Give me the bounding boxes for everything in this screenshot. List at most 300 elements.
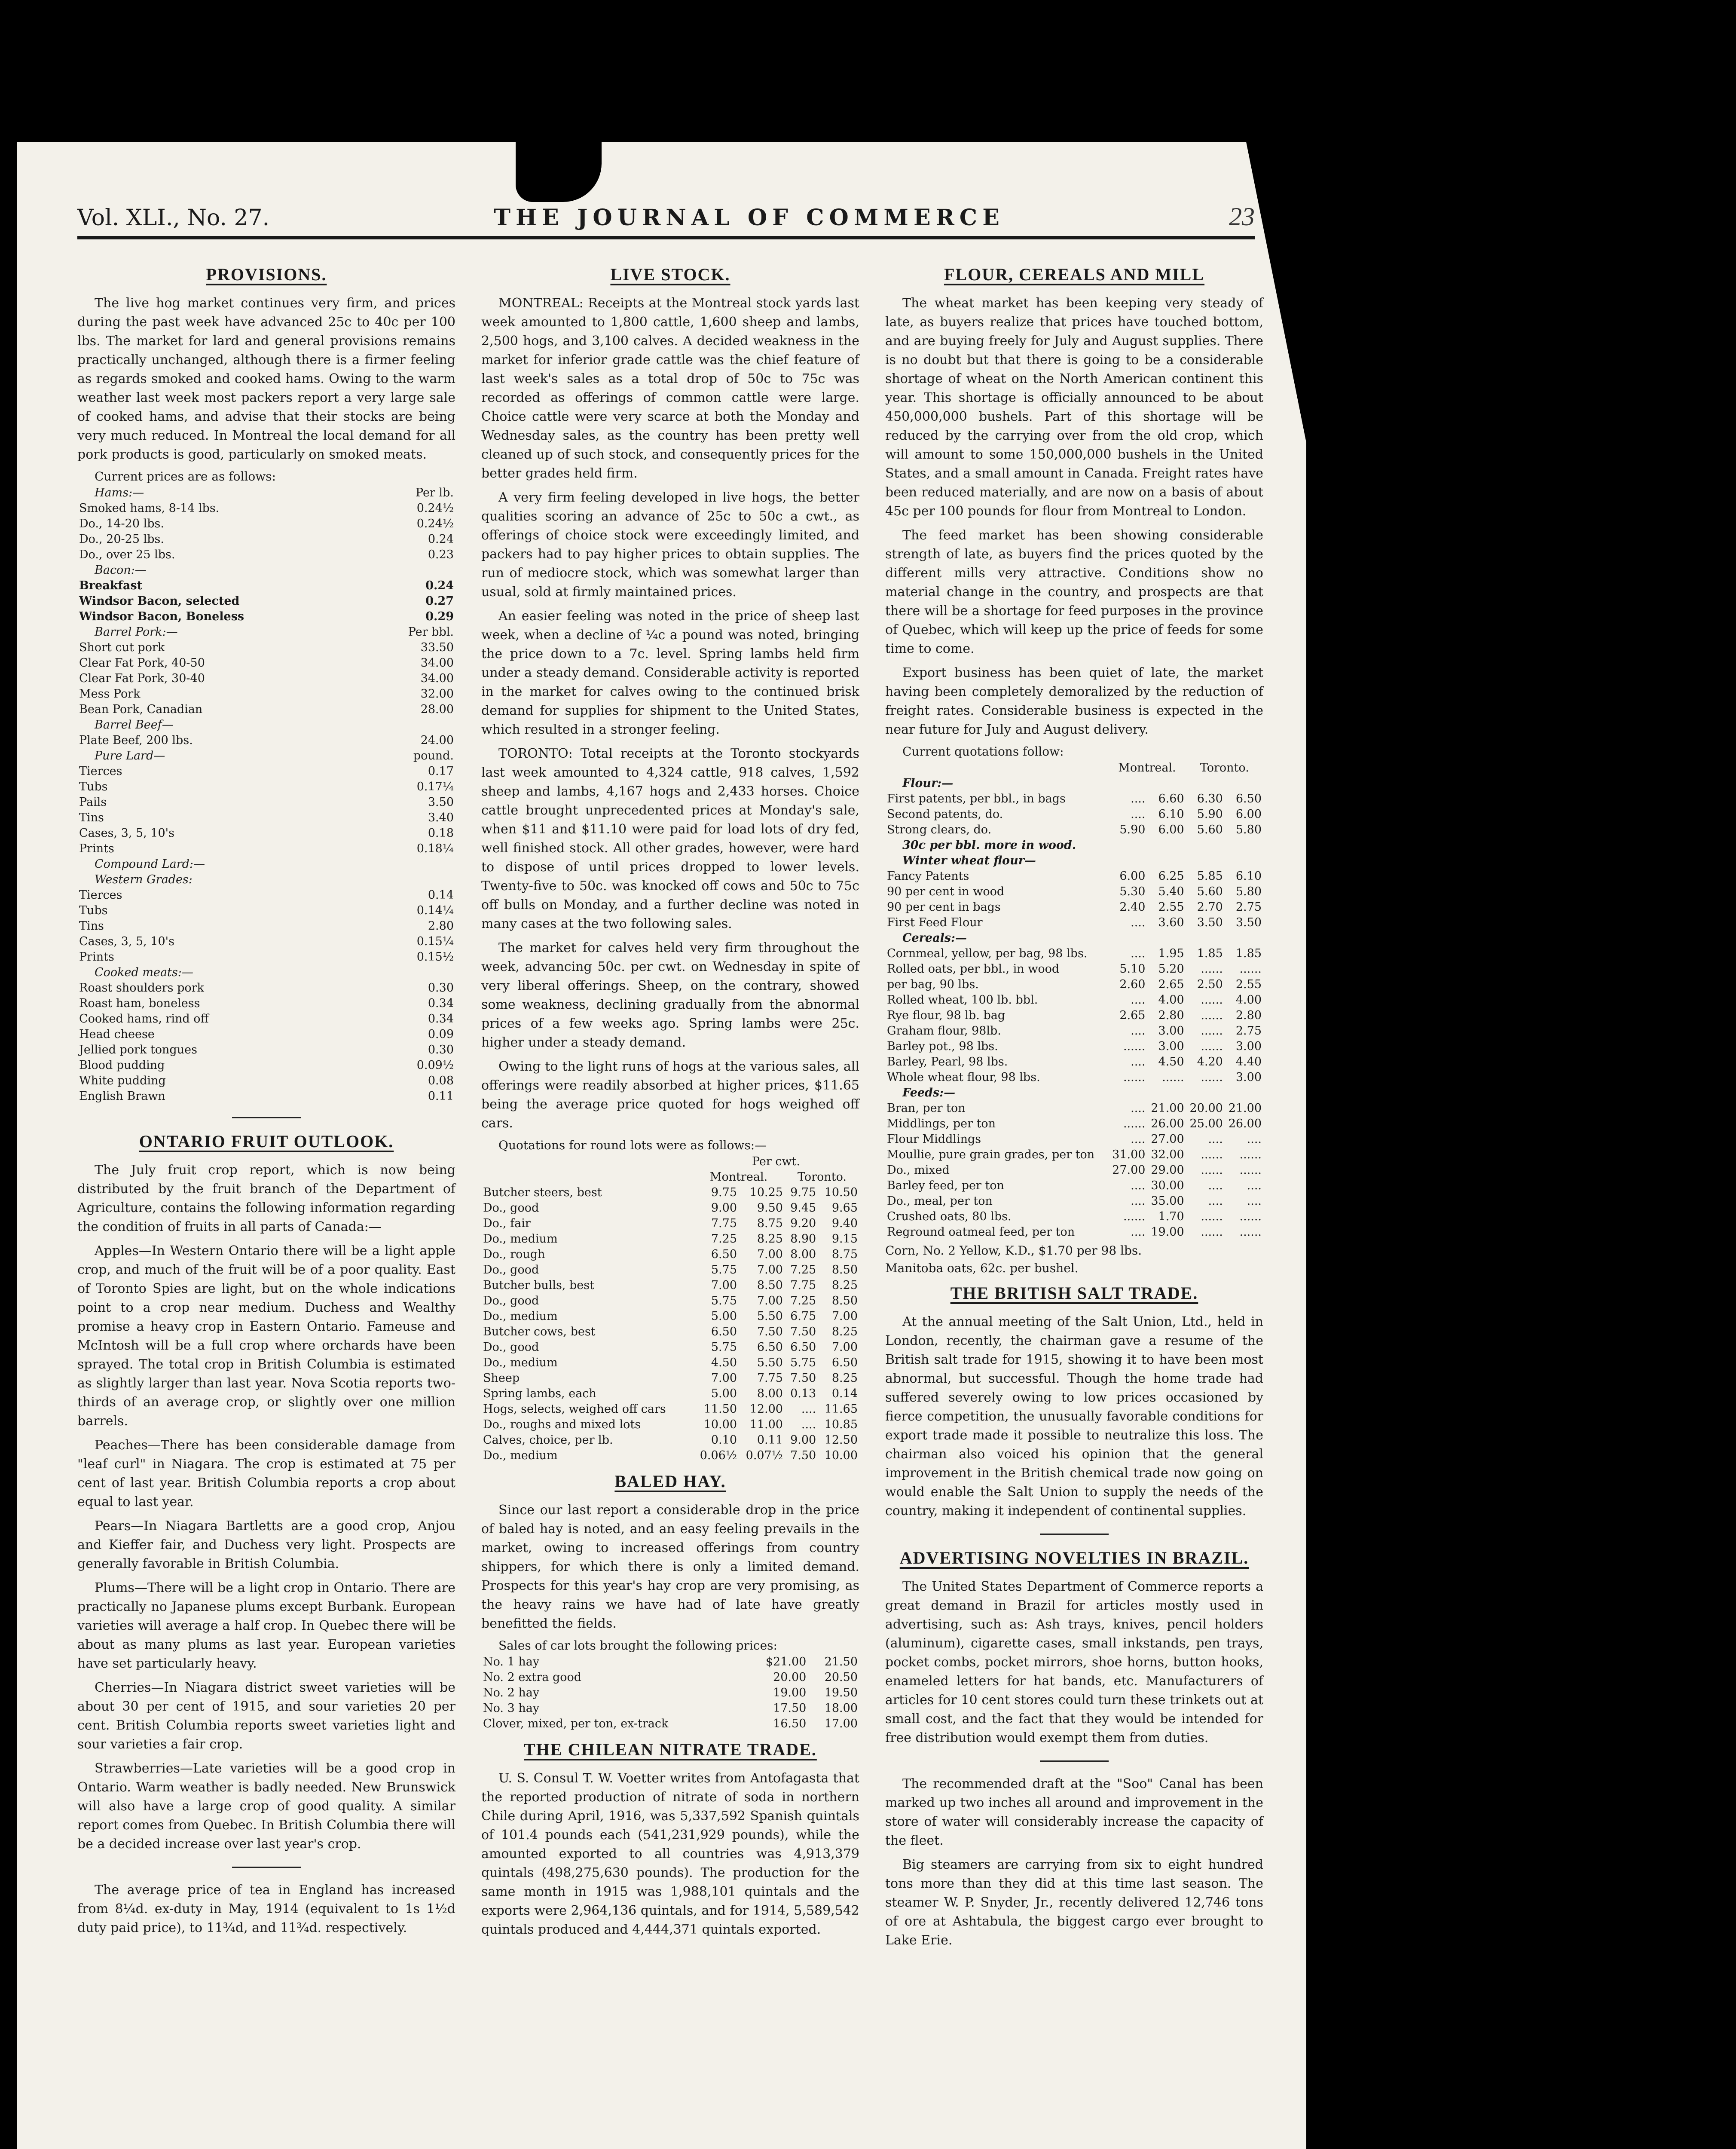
divider	[1040, 1760, 1109, 1762]
per-cwt-head: Per cwt.	[752, 1155, 801, 1168]
quote-row	[885, 1225, 1263, 1240]
quote-value: 9.15	[831, 1232, 858, 1246]
quote-value: 6.10	[1158, 808, 1184, 821]
quote-value: 25.00	[1189, 1117, 1223, 1130]
quote-value: 7.50	[790, 1325, 816, 1338]
quote-value: 5.00	[711, 1387, 737, 1400]
quote-value: 7.75	[757, 1371, 783, 1385]
fruit-paragraph: The July fruit crop report, which is now being distributed by the fruit branch of the Department of Agriculture, contains the following information regarding the condition of fruits in all parts of Canada:—	[77, 1163, 455, 1234]
price-value: 0.15½	[416, 950, 454, 964]
quote-item: Do., meal, per ton	[887, 1194, 993, 1208]
prices-intro: Current prices are as follows:	[95, 469, 276, 484]
price-value: 0.18¼	[416, 842, 454, 855]
quote-value: 6.25	[1158, 869, 1184, 883]
quote-row	[481, 1185, 859, 1200]
quote-value: ......	[1239, 1148, 1262, 1161]
quote-value: 5.20	[1158, 962, 1184, 976]
quote-row	[481, 1324, 859, 1340]
nitrate-heading: THE CHILEAN NITRATE TRADE.	[524, 1740, 817, 1759]
quote-value: ....	[1131, 1225, 1146, 1239]
price-item: English Brawn	[79, 1090, 165, 1103]
quote-row	[885, 1147, 1263, 1163]
hay-price-high: 18.00	[824, 1702, 858, 1715]
cooked-head: Cooked meats:—	[95, 966, 193, 979]
quote-value: 12.50	[824, 1433, 858, 1447]
quote-row	[481, 1309, 859, 1324]
price-row	[77, 934, 455, 949]
quote-item: Strong clears, do.	[887, 823, 992, 836]
price-value: 0.34	[428, 1012, 454, 1026]
quote-value: 8.90	[790, 1232, 816, 1246]
per-bbl-head: Per bbl.	[408, 625, 454, 639]
quote-value: 10.25	[749, 1186, 783, 1199]
quote-value: 7.00	[831, 1341, 858, 1354]
quote-value: 7.00	[831, 1310, 858, 1323]
quote-value: ....	[1131, 1194, 1146, 1208]
hay-sales-intro: Sales of car lots brought the following prices:	[498, 1638, 777, 1653]
quote-value: 9.75	[790, 1186, 816, 1199]
quote-value: 7.00	[711, 1371, 737, 1385]
quote-value: 8.00	[757, 1387, 783, 1400]
quote-row	[481, 1417, 859, 1433]
price-item: Clear Fat Pork, 40-50	[79, 656, 205, 670]
flour-quote-intro: Current quotations follow:	[902, 744, 1064, 759]
price-value: 0.14¼	[416, 904, 454, 917]
quote-value: 5.75	[790, 1356, 816, 1369]
quote-value: ......	[1201, 1071, 1223, 1084]
quote-row	[481, 1293, 859, 1309]
price-value: 0.30	[428, 1043, 454, 1056]
quote-value: 9.00	[711, 1201, 737, 1215]
price-row	[77, 609, 455, 624]
quote-value: 6.50	[790, 1341, 816, 1354]
hay-row	[481, 1716, 859, 1732]
price-value: 34.00	[420, 672, 454, 685]
quote-row	[885, 1209, 1263, 1225]
quote-value: 0.11	[757, 1433, 783, 1447]
price-row	[77, 826, 455, 841]
price-item: Roast ham, boneless	[79, 997, 200, 1010]
price-row	[77, 810, 455, 826]
price-row	[77, 764, 455, 779]
hay-table	[481, 1654, 859, 1732]
quote-value: 7.50	[757, 1325, 783, 1338]
quote-value: 30.00	[1151, 1179, 1184, 1192]
quote-value: 5.60	[1197, 885, 1223, 898]
price-item: Tubs	[79, 780, 108, 793]
quote-row	[885, 1101, 1263, 1116]
quote-value: 5.50	[757, 1310, 783, 1323]
price-value: 0.24	[428, 533, 454, 546]
hay-row	[481, 1685, 859, 1701]
quote-item: Do., medium	[483, 1232, 558, 1246]
quote-row	[481, 1216, 859, 1231]
price-row	[77, 702, 455, 717]
barrel-beef-head: Barrel Beef—	[95, 718, 174, 732]
price-value: 3.50	[428, 796, 454, 809]
quote-value: 2.75	[1235, 900, 1262, 914]
price-item: Windsor Bacon, Boneless	[79, 610, 245, 623]
price-row	[77, 918, 455, 934]
quote-row	[481, 1355, 859, 1371]
quote-value: 7.00	[757, 1263, 783, 1277]
price-row	[77, 1089, 455, 1104]
price-item: Tins	[79, 919, 104, 933]
quote-item: Do., good	[483, 1263, 539, 1277]
quote-value: 26.00	[1228, 1117, 1262, 1130]
quote-value: 7.50	[790, 1449, 816, 1462]
price-item: White pudding	[79, 1074, 166, 1087]
quote-value: 3.00	[1235, 1071, 1262, 1084]
quote-value: 8.00	[790, 1248, 816, 1261]
manitoba-line: Manitoba oats, 62c. per bushel.	[885, 1261, 1079, 1275]
price-value: 0.23	[428, 548, 454, 561]
quote-value: ....	[1131, 1133, 1146, 1146]
price-row	[77, 980, 455, 996]
quote-row	[481, 1278, 859, 1293]
quote-value: 5.75	[711, 1263, 737, 1277]
quote-value: 6.00	[1235, 808, 1262, 821]
price-value: 0.17	[428, 765, 454, 778]
nitrate-paragraph: U. S. Consul T. W. Voetter writes from Antofagasta that the reported production of nitrate of soda in northern Chile during April, 1916, was 5,337,592 Spanish quintals of 101.4 pounds each (541,231,929 pounds), while the amounted exported to all countries was 4,913,379 quintals (498,275,630 pounds). The production for the same month in 1915 was 1,988,101 quintals and the exports were 2,964,136 quintals, and for 1914, 5,589,542 quintals produced and 4,444,371 quintals exported.	[481, 1771, 859, 1937]
quote-row	[481, 1262, 859, 1278]
quote-value: ....	[801, 1418, 816, 1431]
quote-row	[885, 992, 1263, 1008]
quote-value: 9.00	[790, 1433, 816, 1447]
tea-paragraph: The average price of tea in England has increased from 8¼d. ex-duty in May, 1914 (equivalent to 1s 1½d duty paid price), to 11¾d, and 11¾d. respectively.	[77, 1883, 455, 1935]
quote-item: Middlings, per ton	[887, 1117, 996, 1130]
quote-item: 90 per cent in bags	[887, 900, 1001, 914]
quote-value: 9.40	[831, 1217, 858, 1230]
price-item: Jellied pork tongues	[79, 1043, 197, 1056]
more-in-wood: 30c per bbl. more in wood.	[902, 839, 1076, 852]
quote-row	[481, 1200, 859, 1216]
quote-value: 7.00	[757, 1294, 783, 1307]
quote-item: per bag, 90 lbs.	[887, 978, 979, 991]
quote-item: Bran, per ton	[887, 1102, 966, 1115]
quote-item: Do., fair	[483, 1217, 531, 1230]
price-item: Tierces	[79, 888, 122, 902]
hay-price-low: 19.00	[773, 1686, 807, 1699]
quote-value: 9.75	[711, 1186, 737, 1199]
quote-item: Butcher steers, best	[483, 1186, 602, 1199]
quote-value: 19.00	[1151, 1225, 1184, 1239]
quote-item: 90 per cent in wood	[887, 885, 1005, 898]
quote-value: 1.70	[1158, 1210, 1184, 1223]
quote-value: 5.40	[1158, 885, 1184, 898]
quote-value: ....	[1247, 1133, 1262, 1146]
soo-paragraph: Big steamers are carrying from six to eight hundred tons more than they did at this time last season. The steamer W. P. Snyder, Jr., recently delivered 12,746 tons of ore at Ashtabula, the biggest cargo ever brought to Lake Erie.	[885, 1857, 1263, 1948]
hay-item: Clover, mixed, per ton, ex-track	[483, 1717, 669, 1730]
price-value: 0.24½	[416, 502, 454, 515]
quote-value: 6.50	[1235, 792, 1262, 805]
barrel-pork-head: Barrel Pork:—	[95, 625, 178, 639]
quote-value: 27.00	[1112, 1163, 1146, 1177]
per-lb-head: Per lb.	[416, 486, 454, 499]
quote-value: 6.00	[1158, 823, 1184, 836]
quote-value: 2.65	[1119, 1009, 1146, 1022]
quote-value: ......	[1239, 1210, 1262, 1223]
price-value: 0.09½	[416, 1059, 454, 1072]
quote-value: 4.40	[1235, 1055, 1262, 1068]
quote-item: Barley feed, per ton	[887, 1179, 1004, 1192]
price-item: Cases, 3, 5, 10's	[79, 935, 174, 948]
hay-item: No. 1 hay	[483, 1655, 540, 1668]
hay-price-high: 21.50	[824, 1655, 858, 1668]
quote-value: 2.55	[1158, 900, 1184, 914]
hay-price-low: 16.50	[773, 1717, 807, 1730]
quote-value: 3.50	[1235, 916, 1262, 929]
price-row	[77, 1073, 455, 1089]
livestock-paragraph: A very firm feeling developed in live hogs, the better qualities scoring an advance of 25c to 50c a cwt., as offerings of choice stock were exceedingly limited, and packers had to pay higher prices to obtain supplies. The run of mediocre stock, which was somewhat larger than usual, sold at firmly maintained prices.	[481, 490, 859, 600]
quote-value: 5.80	[1235, 885, 1262, 898]
hay-item: No. 2 extra good	[483, 1671, 582, 1684]
montreal-head: Montreal.	[709, 1170, 768, 1184]
quote-value: 5.30	[1119, 885, 1146, 898]
livestock-paragraph: The market for calves held very firm throughout the week, advancing 50c. per cwt. on Wednesday in spite of very liberal offerings. Sheep, on the contrary, showed some weakness, declining gradually from the abnormal prices of a few weeks ago. Spring lambs were 25c. higher under a steady demand.	[481, 940, 859, 1050]
price-row	[77, 532, 455, 547]
quote-value: ....	[1131, 792, 1146, 805]
hay-item: No. 2 hay	[483, 1686, 540, 1699]
price-row	[77, 795, 455, 810]
price-value: 0.08	[428, 1074, 454, 1087]
quote-value: 5.10	[1119, 962, 1146, 976]
price-value: 2.80	[428, 919, 454, 933]
quote-item: Barley pot., 98 lbs.	[887, 1040, 998, 1053]
quote-item: First Feed Flour	[887, 916, 983, 929]
flour-paragraph: Export business has been quiet of late, the market having been completely demoralized by the reduction of freight rates. Considerable business is expected in the near future for July and August delivery.	[885, 665, 1263, 737]
quote-row	[885, 1054, 1263, 1070]
column-right	[885, 257, 1263, 1955]
quote-value: ......	[1239, 1163, 1262, 1177]
quote-value: 9.20	[790, 1217, 816, 1230]
quote-value: 6.30	[1197, 792, 1223, 805]
price-value: 0.24	[425, 579, 454, 592]
price-item: Smoked hams, 8-14 lbs.	[79, 502, 220, 515]
quote-value: 6.50	[831, 1356, 858, 1369]
quote-value: 11.00	[749, 1418, 783, 1431]
price-row	[77, 779, 455, 795]
quote-value: 8.25	[757, 1232, 783, 1246]
quote-item: Crushed oats, 80 lbs.	[887, 1210, 1012, 1223]
quote-value: 6.60	[1158, 792, 1184, 805]
quote-value: 4.20	[1197, 1055, 1223, 1068]
fruit-paragraph: Plums—There will be a light crop in Ontario. There are practically no Japanese plums except Burbank. European varieties will average a half crop. In Quebec there will be about as many plums as last year. European varieties have set particularly heavy.	[77, 1580, 455, 1671]
montreal-head: Montreal.	[1118, 761, 1176, 774]
western-head: Western Grades:	[95, 873, 193, 886]
brazil-paragraph: The United States Department of Commerce reports a great demand in Brazil for articles mostly used in advertising, such as: Ash trays, knives, pencil holders (aluminum), cigarette cases, small inkstands, pen trays, pocket combs, pocket mirrors, shoe horns, button hooks, enameled letters for hat bands, etc. Manufacturers of articles for 10 cent stores could turn these trinkets out at small cost, and the fact that they would be intended for free distribution would exempt them from duties.	[885, 1579, 1263, 1745]
price-item: Head cheese	[79, 1028, 155, 1041]
quote-value: 10.00	[703, 1418, 737, 1431]
price-item: Short cut pork	[79, 641, 165, 654]
quote-value: 2.55	[1235, 978, 1262, 991]
price-row	[77, 1042, 455, 1058]
quote-value: ......	[1162, 1071, 1184, 1084]
price-value: 3.40	[428, 811, 454, 824]
quote-value: 20.00	[1189, 1102, 1223, 1115]
price-value: 0.17¼	[416, 780, 454, 793]
quote-value: 5.60	[1197, 823, 1223, 836]
price-value: 24.00	[420, 734, 454, 747]
quote-value: 10.50	[824, 1186, 858, 1199]
livestock-paragraph: TORONTO: Total receipts at the Toronto stockyards last week amounted to 4,324 cattle, 918 calves, 1,592 sheep and lambs, 4,167 hogs and 2,433 horses. Choice cattle brought unprecedented prices at Monday's sale, when $11 and $11.10 were paid for load lots of dry fed, well finished stock. All other grades, however, were hard to dispose of until prices dropped to lower levels. Twenty-five to 50c. was knocked off cows and 50c to 75c off bulls on Monday, and a further decline was noted in many cases at the two following sales.	[481, 746, 859, 931]
quote-row	[885, 1008, 1263, 1023]
volume-number: Vol. XLI., No. 27.	[77, 205, 270, 231]
quote-item: Cornmeal, yellow, per bag, 98 lbs.	[887, 947, 1088, 960]
flour-paragraph: The wheat market has been keeping very steady of late, as buyers realize that prices have touched bottom, and are buying freely for July and August supplies. There is no doubt but that there is going to be a considerable shortage of wheat on the North American continent this year. This shortage is officially announced to be about 450,000,000 bushels. Part of this shortage will be reduced by the carrying over from the old crop, which will amount to some 150,000,000 bushels in the United States, and a small amount in Canada. Freight rates have been reduced materially, and are now on a basis of about 45c per 100 pounds for flour from Montreal to London.	[885, 296, 1263, 519]
price-item: Tierces	[79, 765, 122, 778]
quote-row	[885, 1163, 1263, 1178]
price-row	[77, 733, 455, 748]
quote-value: 2.75	[1235, 1024, 1262, 1038]
quote-row	[885, 791, 1263, 807]
quote-value: 12.00	[749, 1402, 783, 1416]
price-item: Bean Pork, Canadian	[79, 703, 203, 716]
quote-value: 7.25	[790, 1294, 816, 1307]
quote-value: 7.75	[711, 1217, 737, 1230]
quote-value: 3.00	[1235, 1040, 1262, 1053]
quote-row	[481, 1433, 859, 1448]
quote-value: 6.50	[711, 1248, 737, 1261]
quote-value: 11.50	[703, 1402, 737, 1416]
quote-value: ......	[1201, 1163, 1223, 1177]
quote-item: Butcher cows, best	[483, 1325, 596, 1338]
quote-value: 8.25	[831, 1279, 858, 1292]
quote-value: ....	[1131, 1102, 1146, 1115]
quote-row	[885, 961, 1263, 977]
quote-value: 2.40	[1119, 900, 1146, 914]
flour-heading: FLOUR, CEREALS AND MILL	[944, 265, 1205, 284]
quote-value: ......	[1201, 1040, 1223, 1053]
provisions-table	[77, 485, 455, 1104]
quote-value: ....	[1208, 1179, 1223, 1192]
quote-value: 6.10	[1235, 869, 1262, 883]
quote-row	[481, 1386, 859, 1402]
quote-item: Sheep	[483, 1371, 520, 1385]
quote-value: 6.50	[757, 1341, 783, 1354]
fruit-paragraph: Cherries—In Niagara district sweet varieties will be about 30 per cent of 1915, and sour varieties 20 per cent. British Columbia reports sweet varieties light and sour varieties a fair crop.	[77, 1680, 455, 1752]
hay-heading: BALED HAY.	[614, 1472, 726, 1491]
hay-price-low: 17.50	[773, 1702, 807, 1715]
price-value: 0.14	[428, 888, 454, 902]
quote-value: ......	[1201, 962, 1223, 976]
quote-value: ....	[1131, 916, 1146, 929]
quote-value: 3.50	[1197, 916, 1223, 929]
quote-row	[481, 1448, 859, 1463]
quote-value: 8.50	[831, 1294, 858, 1307]
price-row	[77, 841, 455, 857]
quote-value: 35.00	[1151, 1194, 1184, 1208]
price-item: Do., 20-25 lbs.	[79, 533, 164, 546]
quote-value: 9.45	[790, 1201, 816, 1215]
corn-line: Corn, No. 2 Yellow, K.D., $1.70 per 98 lbs.	[885, 1243, 1142, 1258]
quote-item: Do., rough	[483, 1248, 545, 1261]
price-value: 33.50	[420, 641, 454, 654]
price-row	[77, 594, 455, 609]
quote-row	[481, 1340, 859, 1355]
provisions-intro: The live hog market continues very firm, and prices during the past week have advanced 25c to 40c per 100 lbs. The market for lard and general provisions remains practically unchanged, although there is a firmer feeling as regards smoked and cooked hams. Owing to the warm weather last week most packers report a very large sale of cooked hams, and advise that their stocks are being very much reduced. In Montreal the local demand for all pork products is good, particularly on smoked meats.	[77, 296, 455, 462]
quote-value: 9.65	[831, 1201, 858, 1215]
quote-value: 0.13	[790, 1387, 816, 1400]
hay-price-low: 20.00	[773, 1671, 807, 1684]
quote-value: ......	[1201, 1225, 1223, 1239]
quote-value: 5.00	[711, 1310, 737, 1323]
quote-value: 2.50	[1197, 978, 1223, 991]
brazil-heading: ADVERTISING NOVELTIES IN BRAZIL.	[899, 1548, 1249, 1567]
quote-value: 1.85	[1235, 947, 1262, 960]
feeds-head: Feeds:—	[902, 1086, 956, 1099]
quote-value: 8.25	[831, 1325, 858, 1338]
quote-value: ....	[1131, 1055, 1146, 1068]
quote-value: 2.80	[1235, 1009, 1262, 1022]
quote-value: 8.25	[831, 1371, 858, 1385]
bacon-head: Bacon:—	[95, 563, 147, 577]
quote-value: ....	[1131, 1024, 1146, 1038]
livestock-quote-intro: Quotations for round lots were as follows:—	[498, 1138, 767, 1152]
quote-value: ......	[1201, 993, 1223, 1007]
quote-value: 6.50	[711, 1325, 737, 1338]
price-value: 0.30	[428, 981, 454, 995]
pound-head: pound.	[413, 749, 454, 762]
quote-value: 0.14	[831, 1387, 858, 1400]
compound-head: Compound Lard:—	[95, 857, 205, 871]
quote-value: ......	[1123, 1071, 1146, 1084]
quote-value: 1.85	[1197, 947, 1223, 960]
price-item: Roast shoulders pork	[79, 981, 204, 995]
quote-value: 2.65	[1158, 978, 1184, 991]
quote-value: ......	[1201, 1009, 1223, 1022]
quote-value: 4.50	[711, 1356, 737, 1369]
price-value: 0.18	[428, 827, 454, 840]
quote-item: Do., mixed	[887, 1163, 950, 1177]
quote-value: ......	[1201, 1024, 1223, 1038]
price-item: Prints	[79, 950, 114, 964]
price-item: Plate Beef, 200 lbs.	[79, 734, 193, 747]
quote-row	[885, 869, 1263, 884]
quote-value: 6.00	[1119, 869, 1146, 883]
quote-item: Moullie, pure grain grades, per ton	[887, 1148, 1095, 1161]
quote-value: 2.70	[1197, 900, 1223, 914]
price-item: Tins	[79, 811, 104, 824]
price-row	[77, 949, 455, 965]
journal-title: THE JOURNAL OF COMMERCE	[494, 205, 1005, 231]
quote-item: Do., medium	[483, 1356, 558, 1369]
price-value: 28.00	[420, 703, 454, 716]
livestock-table	[481, 1154, 859, 1463]
quote-value: 7.25	[711, 1232, 737, 1246]
price-item: Do., over 25 lbs.	[79, 548, 175, 561]
quote-item: Rye flour, 98 lb. bag	[887, 1009, 1006, 1022]
quote-row	[885, 807, 1263, 822]
quote-item: Do., medium	[483, 1310, 558, 1323]
quote-value: 3.60	[1158, 916, 1184, 929]
quote-value: 21.00	[1228, 1102, 1262, 1115]
price-value: 34.00	[420, 656, 454, 670]
price-value: 0.15¼	[416, 935, 454, 948]
quote-value: 7.50	[790, 1371, 816, 1385]
price-value: 0.24½	[416, 517, 454, 530]
toronto-head: Toronto.	[798, 1170, 847, 1184]
toronto-head: Toronto.	[1200, 761, 1249, 774]
quote-row	[481, 1247, 859, 1262]
price-value: 0.27	[425, 594, 454, 608]
price-item: Clear Fat Pork, 30-40	[79, 672, 205, 685]
flour-paragraph: The feed market has been showing considerable strength of late, as buyers find the prices quoted by the different mills very attractive. Conditions show no material change in the country, and prospects are that there will be a shortage for feed purposes in the province of Quebec, which will keep up the price of feeds for some time to come.	[885, 528, 1263, 656]
quote-value: 11.65	[824, 1402, 858, 1416]
quote-value: 29.00	[1151, 1163, 1184, 1177]
quote-row	[885, 946, 1263, 961]
price-row	[77, 671, 455, 686]
